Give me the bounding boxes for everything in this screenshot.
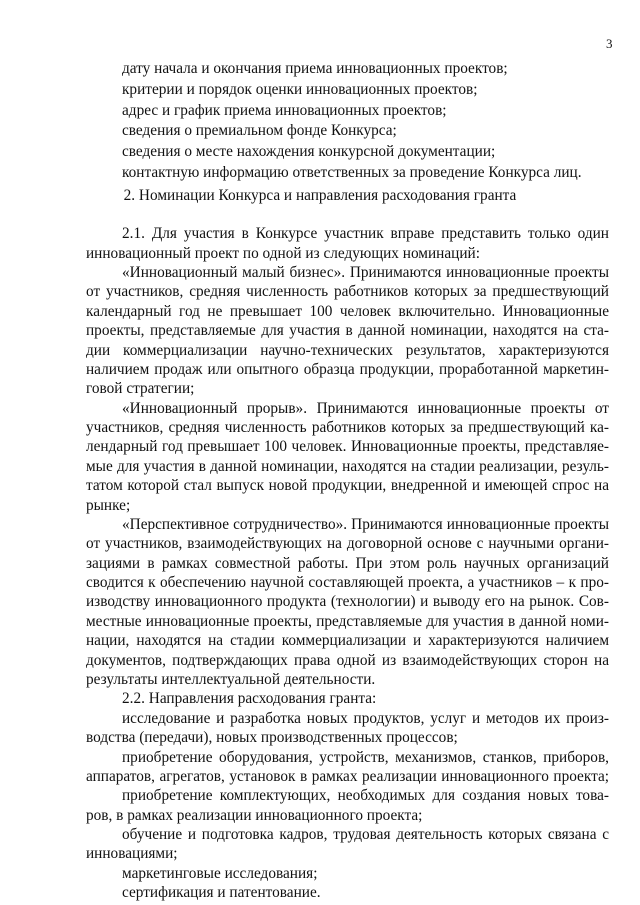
paragraph-line: «Инновационный прорыв». Принимаются инновационные проекты от — [122, 400, 609, 417]
paragraph-line: календарный год не превышает 100 человек включительно. Инновационные — [86, 303, 609, 320]
paragraph-line: результаты интеллектуальной деятельности. — [86, 671, 376, 688]
paragraph-line: обучение и подготовка кадров, трудовая деятельность которых связана с — [122, 826, 609, 843]
paragraph-line: инновациями; — [86, 845, 178, 862]
paragraph-line: приобретение оборудования, устройств, механизмов, станков, приборов, — [122, 749, 609, 766]
paragraph-line: 2.1. Для участия в Конкурсе участник вправе представить только один — [122, 225, 609, 242]
paragraph-line: наличием продаж или опытного образца продукции, проработанной маркетин- — [86, 361, 609, 378]
page-number: 3 — [606, 36, 613, 51]
paragraph-line: инновационный проект по одной из следующих номинаций: — [86, 245, 480, 262]
paragraph-line: дии коммерциализации научно-технических результатов, характеризуются — [86, 342, 609, 359]
paragraph-line: ров, в рамках реализации инновационного проекта; — [86, 807, 423, 824]
section-heading: 2. Номинации Конкурса и направления расходования гранта — [123, 187, 517, 204]
paragraph-line: сертификация и патентование. — [122, 884, 321, 901]
paragraph-line: «Перспективное сотрудничество». Принимаются инновационные проекты — [122, 516, 609, 533]
paragraph-line: аппаратов, агрегатов, установок в рамках реализации инновационного проекта; — [86, 768, 609, 785]
paragraph-line: приобретение комплектующих, необходимых для создания новых това- — [122, 787, 609, 804]
paragraph-line: от участников, взаимодействующих на договорной основе с научными органи- — [86, 535, 609, 552]
paragraph-line: маркетинговые исследования; — [122, 865, 318, 882]
paragraph-line: зациями в рамках совместной работы. При этом роль научных организаций — [86, 555, 609, 572]
paragraph-line: сводится к обеспечению научной составляющей проекта, а участников – к про- — [86, 574, 609, 591]
paragraph-line: изводству инновационного продукта (технологии) и выводу его на рынок. Сов- — [86, 593, 609, 610]
paragraph-line: 2.2. Направления расходования гранта: — [122, 690, 377, 707]
paragraph-line: участников, средняя численность работников которых за предшествующий ка- — [86, 419, 609, 436]
paragraph-line: водства (передачи), новых производственных процессов; — [86, 729, 458, 746]
paragraph-line: проекты, представляемые для участия в данной номинации, находятся на ста- — [86, 322, 609, 339]
intro-list-item: контактную информацию ответственных за проведение Конкурса лиц. — [122, 164, 582, 181]
paragraph-line: нации, находятся на стадии коммерциализации и характеризуются наличием — [86, 632, 609, 649]
paragraph-line: «Инновационный малый бизнес». Принимаются инновационные проекты — [122, 264, 609, 281]
paragraph-line: татом которой стал выпуск новой продукции, внедренной и имеющей спрос на — [86, 477, 609, 494]
intro-list-item: сведения о премиальном фонде Конкурса; — [122, 122, 397, 139]
paragraph-line: лендарный год превышает 100 человек. Инновационные проекты, представляе- — [86, 438, 609, 455]
paragraph-line: мые для участия в данной номинации, находятся на стадии реализации, резуль- — [86, 458, 609, 475]
intro-list-item: критерии и порядок оценки инновационных проектов; — [122, 81, 478, 98]
paragraph-line: местные инновационные проекты, представляемые для участия в данной номи- — [86, 613, 609, 630]
paragraph-line: рынке; — [86, 497, 131, 514]
intro-list-item: адрес и график приема инновационных проектов; — [122, 102, 447, 119]
paragraph-line: говой стратегии; — [86, 380, 195, 397]
paragraph-line: от участников, средняя численность работников которых за предшествующий — [86, 283, 609, 300]
paragraph-line: документов, подтверждающих права одной из взаимодействующих сторон на — [86, 652, 609, 669]
intro-list-item: дату начала и окончания приема инновационных проектов; — [122, 60, 508, 77]
paragraph-line: исследование и разработка новых продуктов, услуг и методов их произ- — [122, 710, 609, 727]
intro-list-item: сведения о месте нахождения конкурсной документации; — [122, 143, 496, 160]
